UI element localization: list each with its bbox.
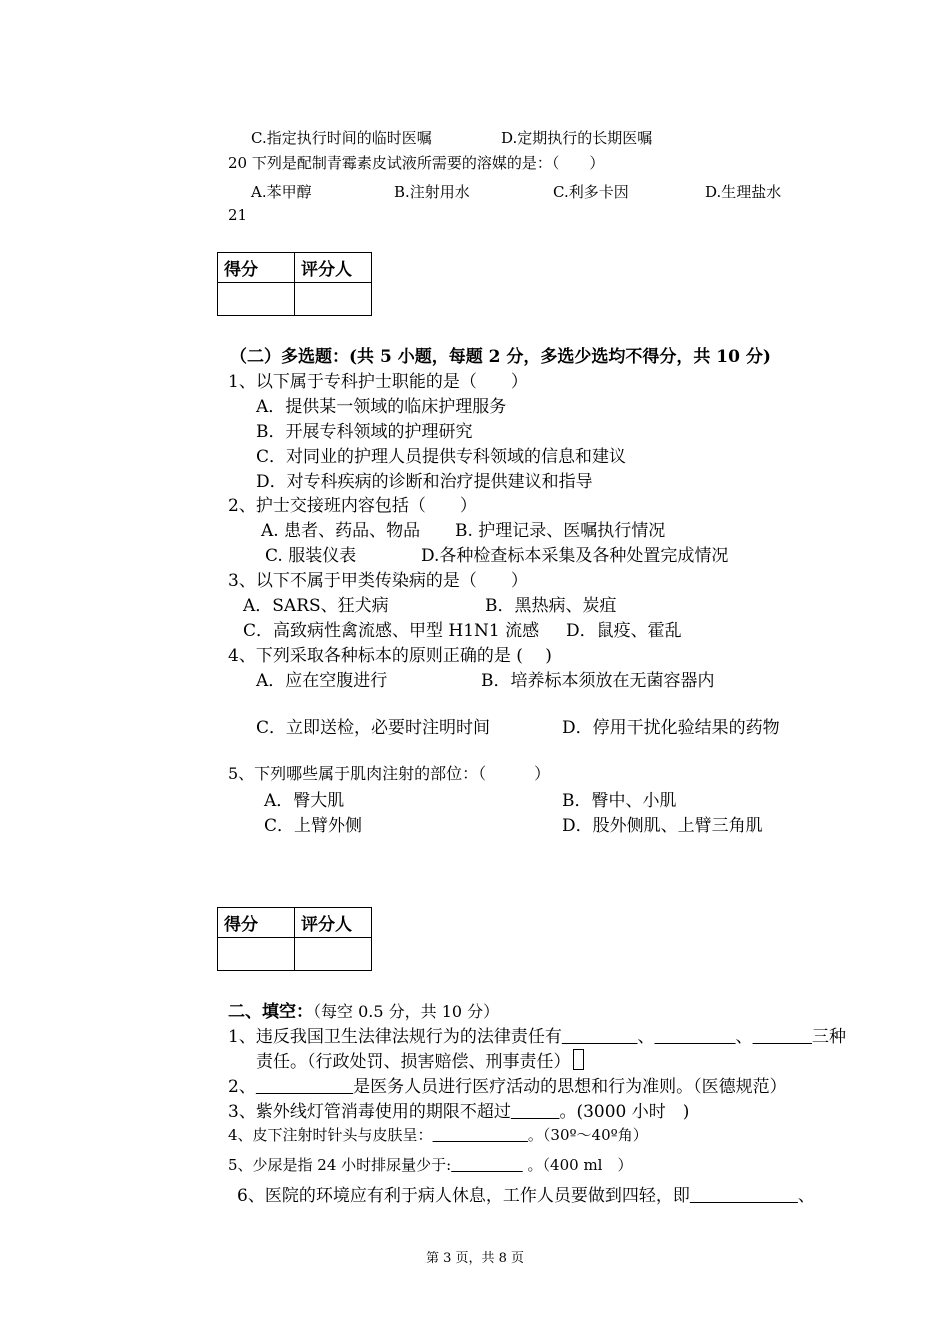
multi-question-2-option-d: D.各种检查标本采集及各种处置完成情况 bbox=[421, 546, 729, 566]
option-d-line: D.定期执行的长期医嘱 bbox=[501, 129, 653, 147]
multi-question-2: 2、护士交接班内容包括（ ） bbox=[228, 496, 477, 516]
multi-question-4: 4、下列采取各种标本的原则正确的是 ( ) bbox=[228, 646, 552, 666]
answer-blank[interactable] bbox=[256, 1077, 353, 1097]
multi-question-1-option-b: B．开展专科领域的护理研究 bbox=[256, 422, 473, 442]
score-header: 得分 bbox=[218, 908, 295, 938]
score-cell[interactable] bbox=[218, 938, 295, 971]
multi-question-4-option-d: D．停用干扰化验结果的药物 bbox=[562, 718, 780, 738]
multi-question-5-option-a: A．臀大肌 bbox=[264, 791, 345, 811]
multi-question-1-option-c: C．对同业的护理人员提供专科领域的信息和建议 bbox=[256, 447, 627, 467]
multi-question-5: 5、下列哪些属于肌肉注射的部位：（ ） bbox=[228, 764, 551, 783]
fill-question-4 bbox=[228, 1124, 648, 1145]
multi-question-4-option-b: B．培养标本须放在无菌容器内 bbox=[481, 671, 715, 691]
section-heading-multiple-choice: （二）多选题：(共 5 小题，每题 2 分，多选少选均不得分，共 10 分) bbox=[230, 347, 771, 367]
multi-question-1-option-d: D．对专科疾病的诊断和治疗提供建议和指导 bbox=[256, 472, 593, 492]
fill-heading-note: （每空 0.5 分，共 10 分） bbox=[313, 1002, 500, 1021]
fill-question-3-answer: 。(3000 小时 ) bbox=[559, 1102, 690, 1122]
answer-blank[interactable] bbox=[511, 1102, 560, 1122]
score-cell[interactable] bbox=[218, 283, 295, 316]
fill-question-1-line-2 bbox=[256, 1047, 584, 1072]
multi-question-3-option-b: B．黑热病、炭疽 bbox=[485, 596, 617, 616]
multi-question-2-option-a: A. 患者、药品、物品 bbox=[261, 521, 421, 541]
answer-blank[interactable] bbox=[654, 1027, 735, 1047]
question-20-option-a: A.苯甲醇 bbox=[251, 183, 312, 201]
multi-question-5-option-b: B．臀中、小肌 bbox=[562, 791, 677, 811]
fill-question-5-text: 5、少尿是指 24 小时排尿量少于: bbox=[228, 1156, 452, 1174]
fill-question-2 bbox=[228, 1072, 787, 1097]
fill-question-3-text: 3、紫外线灯管消毒使用的期限不超过 bbox=[228, 1102, 511, 1122]
multi-question-5-option-c: C．上臂外侧 bbox=[264, 816, 363, 836]
fill-question-3 bbox=[228, 1097, 689, 1122]
page-footer: 第 3 页，共 8 页 bbox=[425, 1251, 525, 1266]
multi-question-4-option-c: C．立即送检，必要时注明时间 bbox=[256, 718, 491, 738]
option-c-line: C.指定执行时间的临时医嘱 bbox=[251, 129, 432, 147]
fill-question-5 bbox=[228, 1154, 632, 1175]
fill-question-5-answer: 。（400 ml ） bbox=[527, 1156, 633, 1174]
score-header: 得分 bbox=[218, 253, 295, 283]
fill-heading: 二、填空： bbox=[228, 1002, 313, 1022]
multi-question-3: 3、以下不属于甲类传染病的是（ ） bbox=[228, 571, 528, 591]
fill-question-2-number: 2、 bbox=[228, 1077, 256, 1097]
answer-blank[interactable] bbox=[562, 1027, 638, 1047]
grader-cell[interactable] bbox=[295, 283, 372, 316]
answer-blank[interactable] bbox=[451, 1156, 523, 1174]
question-20-option-d: D.生理盐水 bbox=[705, 183, 782, 201]
separator: 、 bbox=[735, 1027, 753, 1047]
question-21: 21 bbox=[228, 206, 248, 224]
fill-question-6-text: 6、医院的环境应有利于病人休息，工作人员要做到四轻，即 bbox=[237, 1186, 690, 1206]
placeholder-box-icon bbox=[573, 1049, 584, 1070]
score-table bbox=[217, 907, 372, 971]
question-20-option-b: B.注射用水 bbox=[394, 183, 470, 201]
multi-question-4-option-a: A．应在空腹进行 bbox=[256, 671, 388, 691]
fill-question-1-continuation: 责任。（行政处罚、损害赔偿、刑事责任） bbox=[256, 1052, 571, 1072]
question-20: 20 下列是配制青霉素皮试液所需要的溶媒的是：（ ） bbox=[228, 154, 605, 172]
fill-question-1 bbox=[228, 1022, 846, 1047]
multi-question-1-option-a: A．提供某一领域的临床护理服务 bbox=[256, 397, 507, 417]
answer-blank[interactable] bbox=[690, 1186, 798, 1206]
score-table bbox=[217, 252, 372, 316]
multi-question-5-option-d: D．股外侧肌、上臂三角肌 bbox=[562, 816, 763, 836]
fill-question-6-end: 、 bbox=[797, 1186, 815, 1206]
fill-question-6 bbox=[237, 1181, 815, 1206]
separator: 、 bbox=[637, 1027, 655, 1047]
question-20-option-c: C.利多卡因 bbox=[553, 183, 629, 201]
fill-question-4-answer: 。（30º～40º角） bbox=[527, 1126, 648, 1144]
fill-question-2-text: 是医务人员进行医疗活动的思想和行为准则。（医德规范） bbox=[353, 1077, 787, 1097]
multi-question-3-option-a: A．SARS、狂犬病 bbox=[243, 596, 389, 616]
multi-question-1: 1、以下属于专科护士职能的是（ ） bbox=[228, 372, 528, 392]
grader-header: 评分人 bbox=[295, 908, 372, 938]
multi-question-2-option-b: B. 护理记录、医嘱执行情况 bbox=[455, 521, 666, 541]
fill-question-1-end: 三种 bbox=[812, 1027, 846, 1047]
fill-question-4-text: 4、皮下注射时针头与皮肤呈： bbox=[228, 1126, 433, 1144]
grader-cell[interactable] bbox=[295, 938, 372, 971]
multi-question-3-option-d: D．鼠疫、霍乱 bbox=[566, 621, 682, 641]
multi-question-2-option-c: C. 服装仪表 bbox=[265, 546, 357, 566]
fill-question-1-text: 1、违反我国卫生法律法规行为的法律责任有 bbox=[228, 1027, 562, 1047]
section-heading-fill-in bbox=[228, 997, 499, 1022]
grader-header: 评分人 bbox=[295, 253, 372, 283]
answer-blank[interactable] bbox=[433, 1126, 528, 1144]
multi-question-3-option-c: C．高致病性禽流感、甲型 H1N1 流感 bbox=[243, 621, 540, 641]
answer-blank[interactable] bbox=[753, 1027, 812, 1047]
